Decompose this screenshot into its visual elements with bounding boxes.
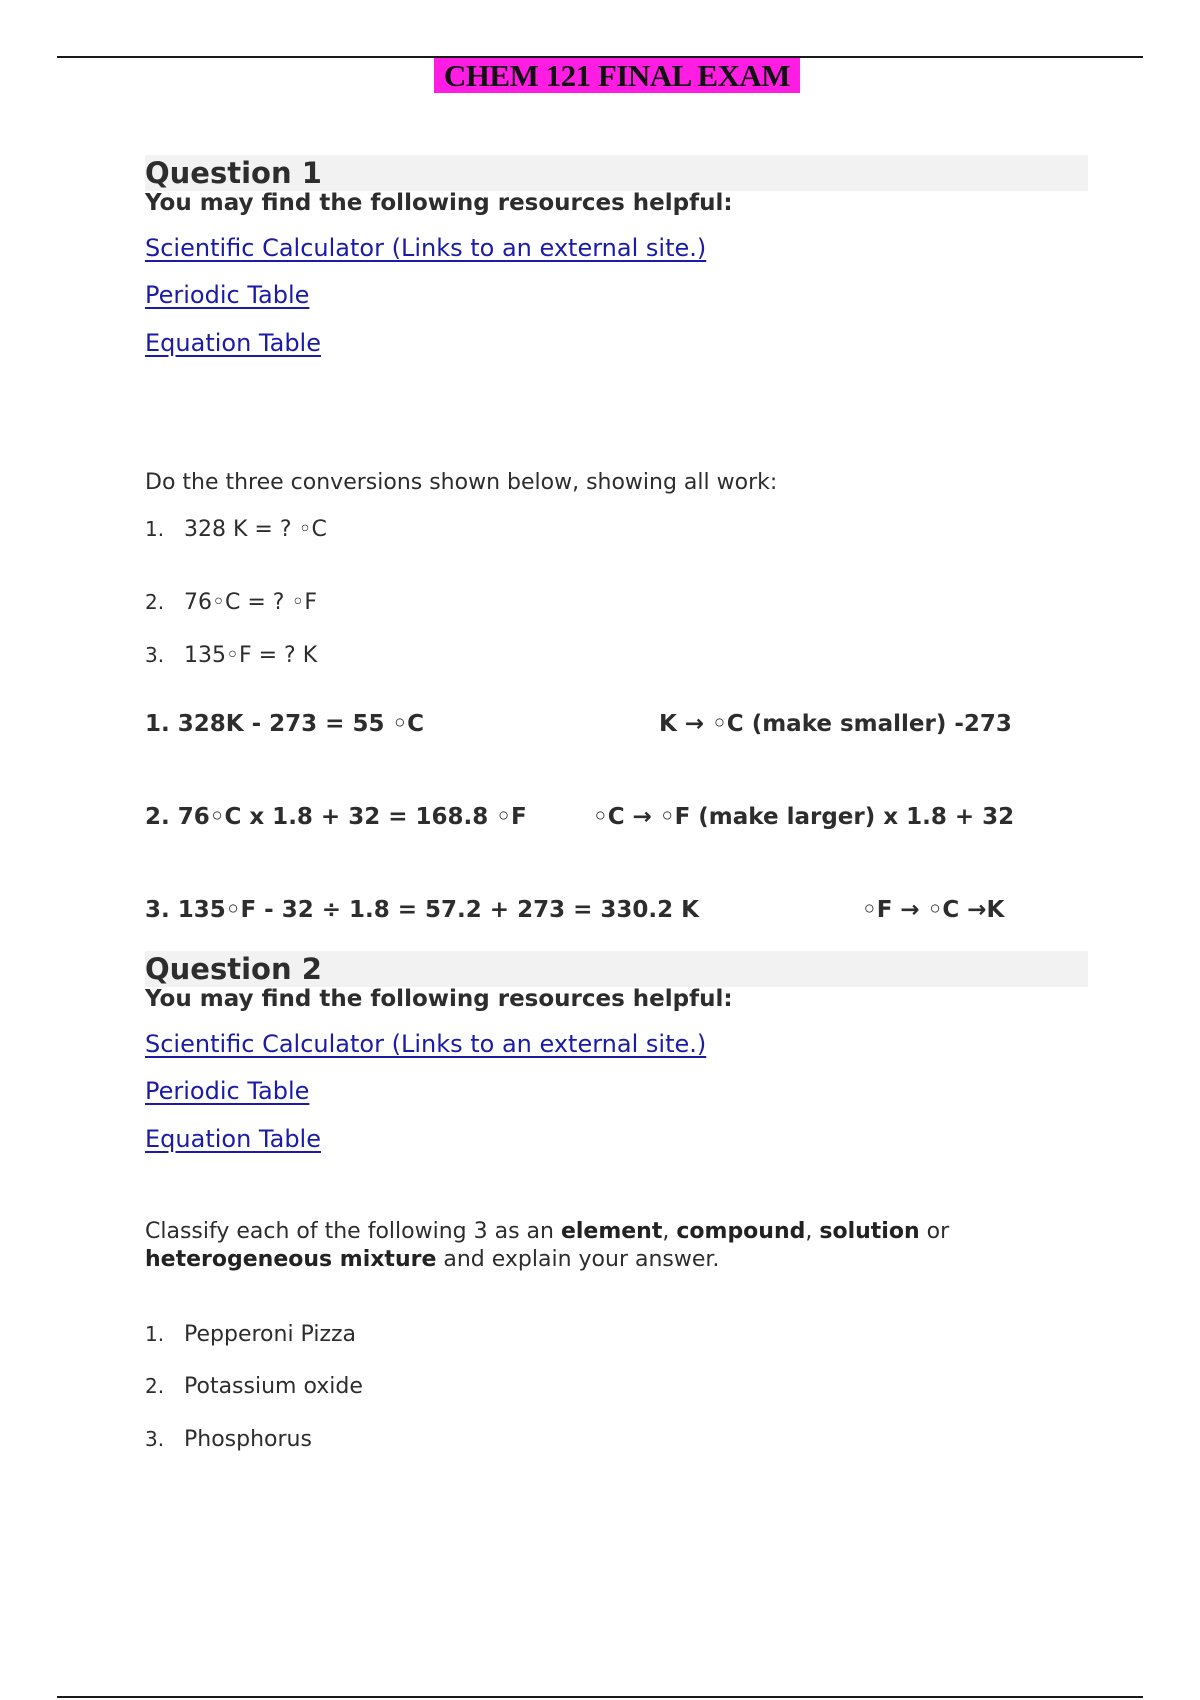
q2-list-item — [145, 1427, 312, 1452]
prompt-compound: compound — [676, 1219, 806, 1244]
q1-answer-work: 3. 135◦F - 32 ÷ 1.8 = 57.2 + 273 = 330.2 K — [145, 897, 699, 923]
question-1-header: Question 1 — [145, 155, 1088, 191]
bottom-rule — [57, 1696, 1143, 1698]
q1-list-item-number: 3. — [145, 643, 165, 667]
q1-list-item-text: 328 K = ? ◦C — [184, 517, 327, 542]
q2-list-item-number: 1. — [145, 1322, 165, 1346]
prompt-separator: or — [919, 1219, 950, 1244]
q2-list-item-text: Phosphorus — [184, 1427, 312, 1452]
q2-list-item — [145, 1374, 363, 1399]
q2-list-item-number: 2. — [145, 1374, 165, 1398]
q1-answer-work: 2. 76◦C x 1.8 + 32 = 168.8 ◦F — [145, 804, 527, 830]
q1-answer-rule: ◦C → ◦F (make larger) x 1.8 + 32 — [593, 804, 1015, 830]
question-1-prompt: Do the three conversions shown below, showing all work: — [145, 470, 778, 495]
question-2-resources-text: You may find the following resources helpful: — [145, 986, 733, 1012]
prompt-text: and explain your answer. — [436, 1247, 720, 1272]
question-2-prompt — [145, 1218, 1075, 1274]
q2-list-item-text: Potassium oxide — [184, 1374, 363, 1399]
prompt-solution: solution — [819, 1219, 920, 1244]
q1-list-item-number: 1. — [145, 517, 165, 541]
q1-periodic-table-link[interactable]: Periodic Table — [145, 281, 310, 309]
q1-equation-table-link[interactable]: Equation Table — [145, 329, 321, 357]
q1-answer-rule: K → ◦C (make smaller) -273 — [659, 711, 1012, 737]
prompt-separator: , — [805, 1219, 820, 1244]
q2-list-item-text: Pepperoni Pizza — [184, 1322, 357, 1347]
q2-list-item-number: 3. — [145, 1427, 165, 1451]
prompt-heterogeneous-mixture: heterogeneous mixture — [145, 1247, 437, 1272]
prompt-separator: , — [662, 1219, 677, 1244]
prompt-text: Classify each of the following 3 as an — [145, 1219, 561, 1244]
q1-answer-work: 1. 328K - 273 = 55 ◦C — [145, 711, 425, 737]
question-2-header: Question 2 — [145, 951, 1088, 987]
q2-scientific-calculator-link[interactable]: Scientific Calculator (Links to an external site.) — [145, 1030, 707, 1058]
question-1-resources-text: You may find the following resources helpful: — [145, 190, 733, 216]
q1-list-item — [145, 643, 317, 668]
q1-scientific-calculator-link[interactable]: Scientific Calculator (Links to an external site.) — [145, 234, 707, 262]
q1-answer-rule: ◦F → ◦C →K — [862, 897, 1005, 923]
q2-periodic-table-link[interactable]: Periodic Table — [145, 1077, 310, 1105]
exam-title: CHEM 121 FINAL EXAM — [434, 58, 800, 93]
q1-list-item — [145, 517, 327, 542]
q1-list-item-number: 2. — [145, 590, 165, 614]
q2-equation-table-link[interactable]: Equation Table — [145, 1125, 321, 1153]
q2-list-item — [145, 1322, 356, 1347]
q1-list-item-text: 135◦F = ? K — [184, 643, 318, 668]
q1-list-item — [145, 590, 317, 615]
q1-list-item-text: 76◦C = ? ◦F — [184, 590, 318, 615]
prompt-element: element — [560, 1219, 663, 1244]
